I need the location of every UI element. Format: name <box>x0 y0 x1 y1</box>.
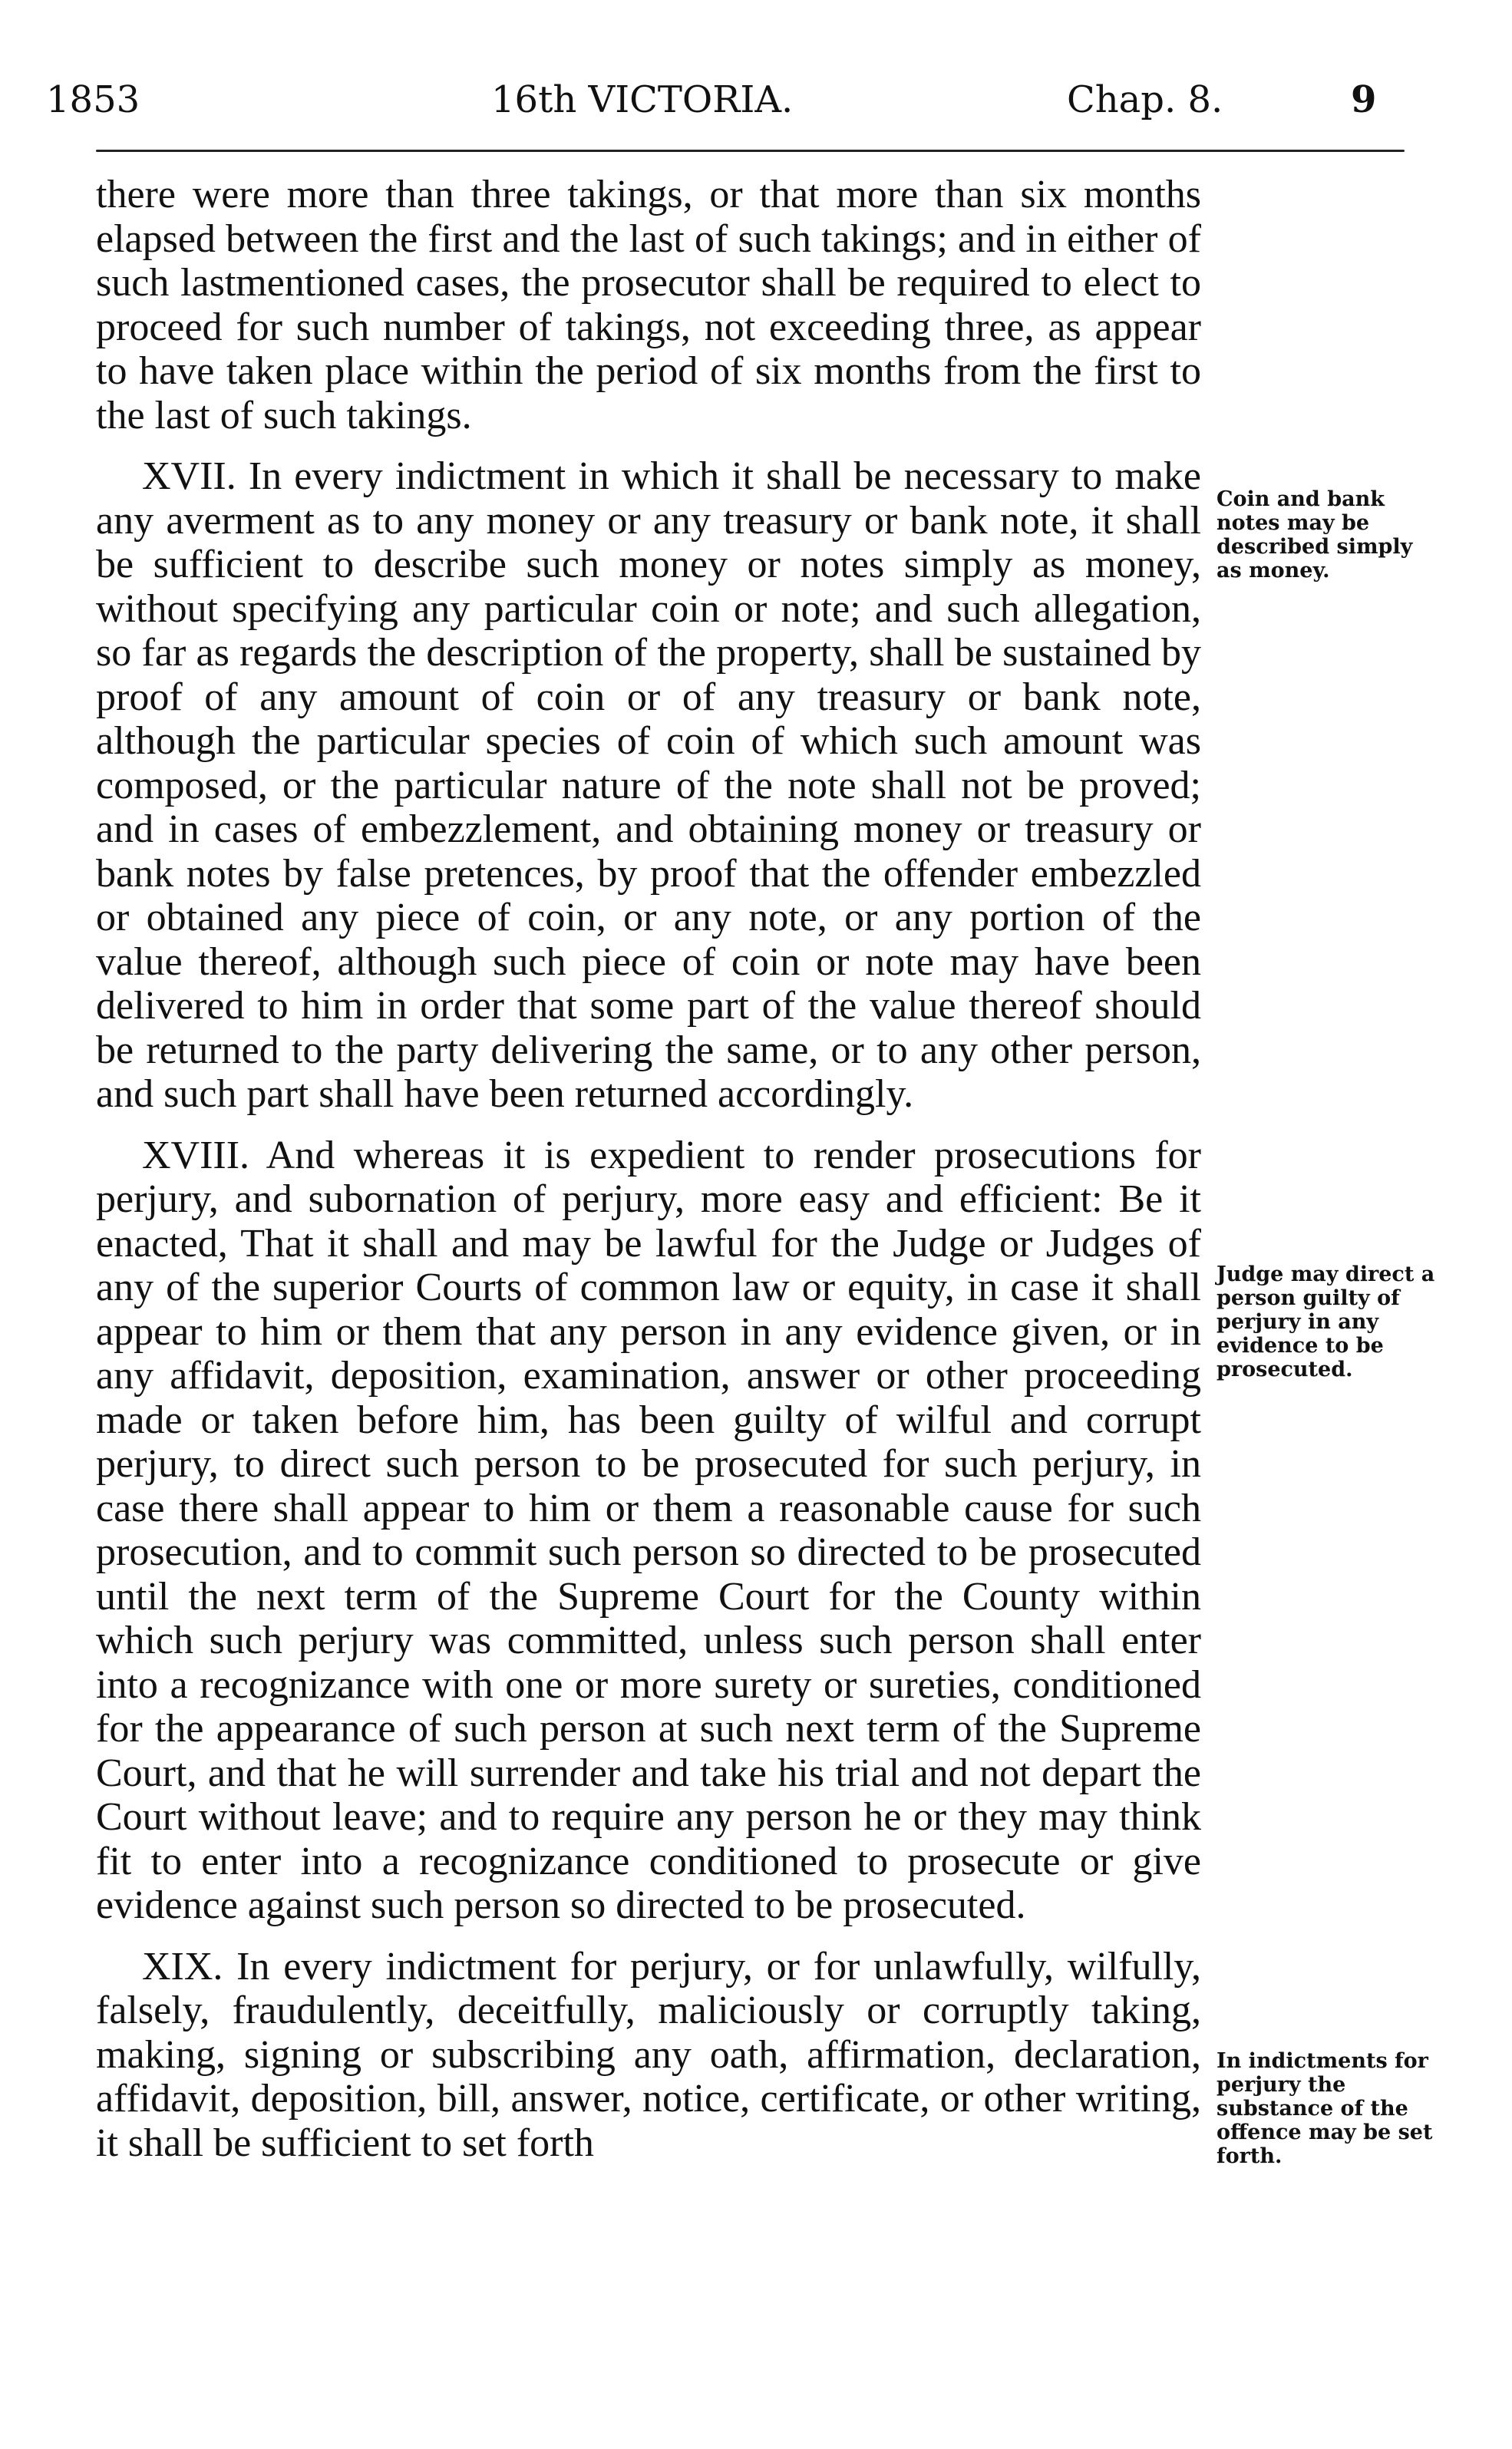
header-year: 1853 <box>46 78 140 121</box>
body-text <box>96 173 1201 2182</box>
page-number: 9 <box>1351 78 1377 121</box>
header-rule <box>96 150 1405 152</box>
section-xviii: XVIII. And whereas it is expedient to render prosecutions for perjury, and subornation of perjury, more easy and efficient: Be it enacted, That it shall and may be lawful for the Judge or Judges of any of the superior Courts of common law or equity, in case it shall appear to him or them that any person in any evidence given, or in any affidavit, deposition, examination, answer or other proceeding made or taken before him, has been guilty of wilful and corrupt perjury, to direct such person to be prosecuted for such perjury, in case there shall appear to him or them a reasonable cause for such prosecution, and to commit such person so directed to be prosecuted until the next term of the Supreme Court for the County within which such perjury was committed, unless such person shall enter into a recognizance with one or more surety or sureties, conditioned for the appearance of such person at such next term of the Supreme Court, and that he will surrender and take his trial and not depart the Court without leave; and to require any person he or they may think fit to enter into a recognizance conditioned to prosecute or give evidence against such person so directed to be prosecuted. <box>96 1133 1201 1927</box>
header-chapter: Chap. 8. <box>1067 78 1223 121</box>
section-xvii: XVII. In every indictment in which it shall be necessary to make any averment as to any money or any treasury or bank note, it shall be sufficient to describe such money or notes simply as money, without specifying any particular coin or note; and such allegation, so far as regards the description of the property, shall be sustained by proof of any amount of coin or of any treasury or bank note, although the particular species of coin of which such amount was composed, or the particular nature of the note shall not be proved; and in cases of embezzlement, and obtaining money or treasury or bank notes by false pretences, by proof that the offender embezzled or obtained any piece of coin, or any note, or any portion of the value thereof, although such piece of coin or note may have been delivered to him in order that some part of the value thereof should be returned to the party delivering the same, or to any other person, and such part shall have been returned accordingly. <box>96 454 1201 1116</box>
running-header <box>46 73 1428 127</box>
header-title: 16th VICTORIA. <box>491 78 794 121</box>
margin-note-xviii: Judge may direct a person guilty of perjury in any evidence to be prosecuted. <box>1217 1262 1435 1381</box>
margin-note-xvii: Coin and bank notes may be described simply as money. <box>1217 487 1413 583</box>
section-xix: XIX. In every indictment for perjury, or for unlawfully, wilfully, falsely, fraudulently, deceitfully, maliciously or corruptly taking, making, signing or subscribing any oath, affirmation, declaration, affidavit, deposition, bill, answer, notice, certificate, or other writing, it shall be sufficient to set forth <box>96 1944 1201 2165</box>
paragraph-continuation: there were more than three takings, or that more than six months elapsed between the first and the last of such takings; and in either of such lastmentioned cases, the prosecutor shall be required to elect to proceed for such number of takings, not exceeding three, as appear to have taken place within the period of six months from the first to the last of such takings. <box>96 173 1201 437</box>
margin-note-xix: In indictments for perjury the substance of the offence may be set forth. <box>1217 2049 1433 2168</box>
